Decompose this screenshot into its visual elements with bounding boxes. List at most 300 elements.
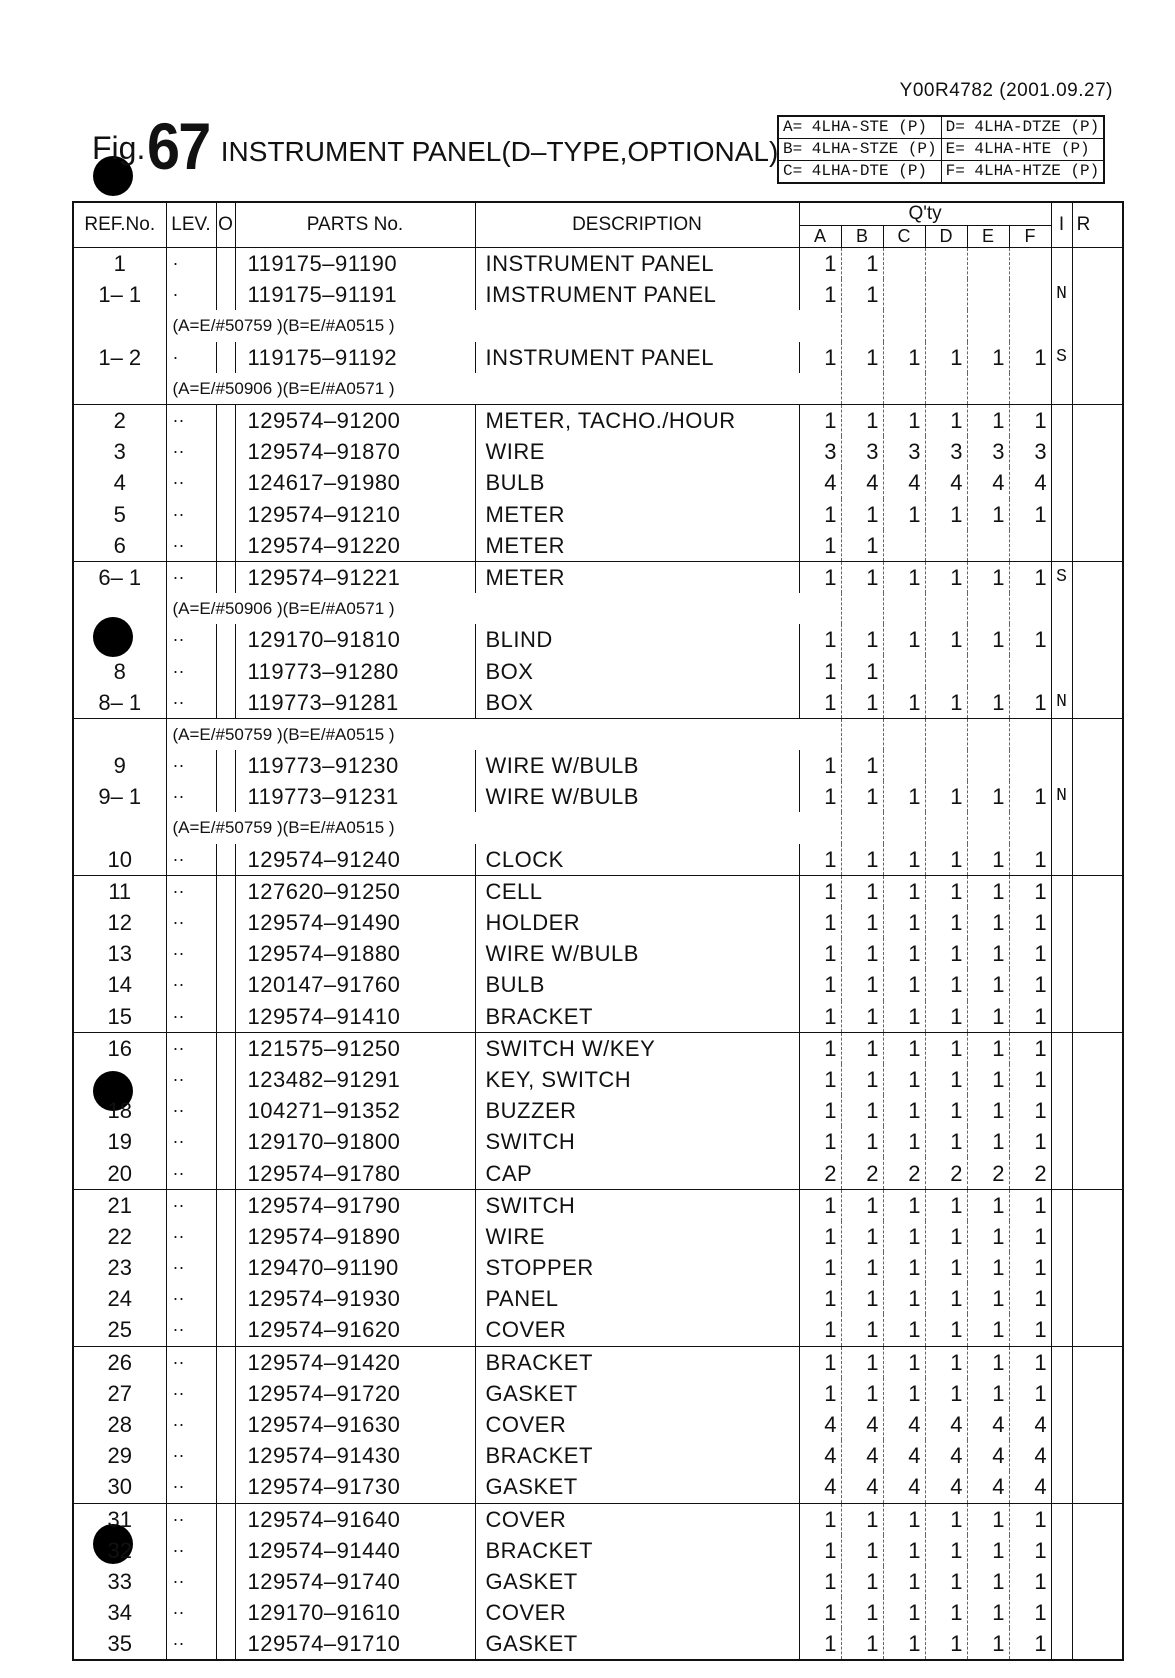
ref-no: 29 [73, 1440, 166, 1471]
qty-a: 1 [799, 1628, 841, 1660]
qty-f: 1 [1009, 1283, 1051, 1314]
r-cell [1072, 687, 1123, 719]
qty-c: 1 [883, 499, 925, 530]
r-cell [1072, 1126, 1123, 1157]
qty-e: 1 [967, 1221, 1009, 1252]
description: BOX [475, 687, 799, 719]
qty-f: 1 [1009, 1566, 1051, 1597]
qty-f: 4 [1009, 1471, 1051, 1503]
ref-cell [73, 593, 166, 624]
level: ·· [166, 1064, 216, 1095]
qty-c: 2 [883, 1157, 925, 1189]
r-cell [1072, 750, 1123, 781]
qty-b: 1 [841, 1566, 883, 1597]
qty-f: 3 [1009, 436, 1051, 467]
r-cell [1072, 1221, 1123, 1252]
qty-d: 1 [925, 1346, 967, 1378]
o-cell [216, 1064, 235, 1095]
table-row [73, 1032, 1123, 1064]
qty-d: 1 [925, 1597, 967, 1628]
qty-f: 1 [1009, 1597, 1051, 1628]
ref-no: 11 [73, 875, 166, 907]
table-row [73, 530, 1123, 562]
level: · [166, 279, 216, 310]
description: GASKET [475, 1566, 799, 1597]
qty-b: 1 [841, 750, 883, 781]
qty-a: 1 [799, 1126, 841, 1157]
part-number: 119175–91190 [235, 248, 475, 280]
qty-c: 1 [883, 1378, 925, 1409]
qty-d: 1 [925, 1252, 967, 1283]
qty-c: 1 [883, 561, 925, 593]
level: ·· [166, 1283, 216, 1314]
qty-e: 1 [967, 781, 1009, 812]
qty-e [967, 655, 1009, 686]
table-row [73, 1409, 1123, 1440]
part-number: 129574–91780 [235, 1157, 475, 1189]
qty-c: 4 [883, 1471, 925, 1503]
qty-d: 1 [925, 1378, 967, 1409]
interchange-code [1051, 969, 1072, 1000]
ref-no: 8 [73, 655, 166, 686]
qty-d: 1 [925, 404, 967, 436]
r-cell [1072, 781, 1123, 812]
parts-table-body [73, 248, 1123, 1661]
level: ·· [166, 938, 216, 969]
qty-b: 1 [841, 1189, 883, 1221]
qty-b: 1 [841, 907, 883, 938]
qty-c [883, 279, 925, 310]
r-cell [1072, 1314, 1123, 1346]
part-number: 129574–91440 [235, 1535, 475, 1566]
r-cell [1072, 1440, 1123, 1471]
qty-e: 4 [967, 1409, 1009, 1440]
table-row [73, 499, 1123, 530]
interchange-code [1051, 1283, 1072, 1314]
r-cell [1072, 1252, 1123, 1283]
qty-f: 1 [1009, 969, 1051, 1000]
qty-a: 1 [799, 655, 841, 686]
qty-d: 4 [925, 1409, 967, 1440]
serial-note: (A=E/#50906 )(B=E/#A0571 ) [172, 378, 395, 398]
qty-a: 4 [799, 1471, 841, 1503]
qty-e: 1 [967, 907, 1009, 938]
description: WIRE [475, 1221, 799, 1252]
level: ·· [166, 1157, 216, 1189]
ref-no: 22 [73, 1221, 166, 1252]
qty-c: 1 [883, 1283, 925, 1314]
qty-e: 3 [967, 436, 1009, 467]
table-row [73, 1346, 1123, 1378]
qty-a: 1 [799, 1001, 841, 1033]
qty-d [925, 750, 967, 781]
table-row [73, 467, 1123, 498]
level: ·· [166, 1440, 216, 1471]
qty-b: 1 [841, 781, 883, 812]
qty-d: 1 [925, 844, 967, 876]
ref-no: 24 [73, 1283, 166, 1314]
table-row [73, 1095, 1123, 1126]
qty-d: 2 [925, 1157, 967, 1189]
part-number: 129574–91880 [235, 938, 475, 969]
qty-e: 4 [967, 1440, 1009, 1471]
qty-c [883, 530, 925, 562]
qty-e: 1 [967, 875, 1009, 907]
level: ·· [166, 750, 216, 781]
description: BRACKET [475, 1535, 799, 1566]
table-row [73, 1314, 1123, 1346]
part-number: 129574–91620 [235, 1314, 475, 1346]
description: BRACKET [475, 1346, 799, 1378]
qty-b: 1 [841, 1378, 883, 1409]
interchange-code: S [1051, 561, 1072, 593]
interchange-code [1051, 1032, 1072, 1064]
qty-d: 1 [925, 1628, 967, 1660]
note-row [73, 593, 1123, 624]
table-row [73, 561, 1123, 593]
r-cell [1072, 624, 1123, 655]
qty-b: 1 [841, 248, 883, 280]
description: WIRE W/BULB [475, 750, 799, 781]
qty-a: 1 [799, 624, 841, 655]
qty-d: 1 [925, 1535, 967, 1566]
level: · [166, 248, 216, 280]
qty-a: 1 [799, 687, 841, 719]
qty-f: 1 [1009, 1064, 1051, 1095]
level: ·· [166, 655, 216, 686]
qty-f [1009, 655, 1051, 686]
table-row [73, 1283, 1123, 1314]
table-row [73, 1126, 1123, 1157]
r-cell [1072, 1157, 1123, 1189]
table-row [73, 875, 1123, 907]
table-row [73, 624, 1123, 655]
description: IMSTRUMENT PANEL [475, 279, 799, 310]
qty-e: 1 [967, 1126, 1009, 1157]
description: COVER [475, 1503, 799, 1535]
part-number: 129574–91710 [235, 1628, 475, 1660]
description: HOLDER [475, 907, 799, 938]
o-cell [216, 969, 235, 1000]
o-cell [216, 624, 235, 655]
qty-a: 1 [799, 1314, 841, 1346]
part-number: 129170–91810 [235, 624, 475, 655]
o-cell [216, 1283, 235, 1314]
qty-b: 1 [841, 687, 883, 719]
column-header-description: DESCRIPTION [475, 202, 799, 248]
description: KEY, SWITCH [475, 1064, 799, 1095]
part-number: 129574–91730 [235, 1471, 475, 1503]
o-cell [216, 875, 235, 907]
qty-d: 1 [925, 938, 967, 969]
qty-e [967, 530, 1009, 562]
level: ·· [166, 875, 216, 907]
qty-b: 1 [841, 1001, 883, 1033]
part-number: 124617–91980 [235, 467, 475, 498]
table-row [73, 248, 1123, 280]
column-header-lev: LEV. [166, 202, 216, 248]
qty-f: 4 [1009, 467, 1051, 498]
table-row [73, 436, 1123, 467]
ref-no: 31 [73, 1503, 166, 1535]
interchange-code [1051, 1221, 1072, 1252]
ref-no: 19 [73, 1126, 166, 1157]
column-header-ref: REF.No. [73, 202, 166, 248]
qty-e: 1 [967, 1095, 1009, 1126]
part-number: 129574–91420 [235, 1346, 475, 1378]
table-row [73, 1628, 1123, 1660]
qty-e: 1 [967, 1378, 1009, 1409]
o-cell [216, 1189, 235, 1221]
interchange-code [1051, 1471, 1072, 1503]
column-header-qty-e: E [967, 226, 1009, 248]
table-row [73, 1597, 1123, 1628]
qty-c: 1 [883, 907, 925, 938]
interchange-code: N [1051, 279, 1072, 310]
o-cell [216, 1221, 235, 1252]
qty-a: 1 [799, 1189, 841, 1221]
interchange-code [1051, 436, 1072, 467]
interchange-code [1051, 1095, 1072, 1126]
column-header-i: I [1051, 202, 1072, 248]
qty-c [883, 248, 925, 280]
part-number: 129574–91930 [235, 1283, 475, 1314]
qty-f: 1 [1009, 938, 1051, 969]
interchange-code [1051, 1628, 1072, 1660]
model-legend-cell: C= 4LHA-DTE (P) [778, 161, 941, 184]
ref-no: 20 [73, 1157, 166, 1189]
level: ·· [166, 561, 216, 593]
part-number: 119175–91191 [235, 279, 475, 310]
table-row [73, 279, 1123, 310]
qty-a: 1 [799, 1535, 841, 1566]
ref-no: 26 [73, 1346, 166, 1378]
qty-d: 4 [925, 467, 967, 498]
interchange-code [1051, 1597, 1072, 1628]
qty-d: 1 [925, 342, 967, 373]
ref-no: 8– 1 [73, 687, 166, 719]
o-cell [216, 1032, 235, 1064]
ref-cell [73, 812, 166, 843]
r-cell [1072, 875, 1123, 907]
ref-no: 5 [73, 499, 166, 530]
ref-no: 1 [73, 248, 166, 280]
qty-f: 1 [1009, 844, 1051, 876]
model-legend-cell: F= 4LHA-HTZE (P) [941, 161, 1104, 184]
column-header-qty-f: F [1009, 226, 1051, 248]
qty-f: 1 [1009, 1314, 1051, 1346]
ref-no: 34 [73, 1597, 166, 1628]
table-row [73, 687, 1123, 719]
table-row [73, 1566, 1123, 1597]
r-cell [1072, 1095, 1123, 1126]
o-cell [216, 938, 235, 969]
table-row [73, 1535, 1123, 1566]
part-number: 129574–91740 [235, 1566, 475, 1597]
description: INSTRUMENT PANEL [475, 248, 799, 280]
qty-c: 1 [883, 1597, 925, 1628]
qty-b: 1 [841, 844, 883, 876]
description: GASKET [475, 1378, 799, 1409]
qty-f: 2 [1009, 1157, 1051, 1189]
r-cell [1072, 1032, 1123, 1064]
qty-f: 1 [1009, 1346, 1051, 1378]
ref-no: 16 [73, 1032, 166, 1064]
qty-c: 1 [883, 1064, 925, 1095]
r-cell [1072, 499, 1123, 530]
part-number: 129574–91790 [235, 1189, 475, 1221]
level: ·· [166, 1628, 216, 1660]
level: ·· [166, 844, 216, 876]
qty-a: 1 [799, 404, 841, 436]
ref-no [73, 624, 166, 655]
table-row [73, 1157, 1123, 1189]
r-cell [1072, 907, 1123, 938]
table-row [73, 1001, 1123, 1033]
qty-f [1009, 530, 1051, 562]
column-header-qty-b: B [841, 226, 883, 248]
level: ·· [166, 404, 216, 436]
qty-c: 1 [883, 1628, 925, 1660]
ref-no: 13 [73, 938, 166, 969]
qty-b: 1 [841, 1535, 883, 1566]
qty-e: 2 [967, 1157, 1009, 1189]
part-number: 119773–91230 [235, 750, 475, 781]
qty-f: 1 [1009, 687, 1051, 719]
qty-e [967, 750, 1009, 781]
qty-a: 1 [799, 969, 841, 1000]
table-row [73, 1252, 1123, 1283]
qty-e: 4 [967, 467, 1009, 498]
o-cell [216, 248, 235, 280]
description: SWITCH [475, 1189, 799, 1221]
description: WIRE W/BULB [475, 938, 799, 969]
qty-d: 1 [925, 1064, 967, 1095]
level: ·· [166, 499, 216, 530]
level: ·· [166, 1503, 216, 1535]
qty-c: 1 [883, 1252, 925, 1283]
figure-title: INSTRUMENT PANEL(D–TYPE,OPTIONAL) [220, 136, 779, 168]
qty-c: 1 [883, 1566, 925, 1597]
qty-f: 1 [1009, 624, 1051, 655]
description: STOPPER [475, 1252, 799, 1283]
level: ·· [166, 781, 216, 812]
part-number: 129574–91890 [235, 1221, 475, 1252]
part-number: 129574–91240 [235, 844, 475, 876]
qty-b: 1 [841, 624, 883, 655]
description: METER [475, 499, 799, 530]
table-row [73, 938, 1123, 969]
qty-b: 1 [841, 1064, 883, 1095]
qty-c: 1 [883, 969, 925, 1000]
level: ·· [166, 530, 216, 562]
r-cell [1072, 1346, 1123, 1378]
level: ·· [166, 1409, 216, 1440]
part-number: 129574–91640 [235, 1503, 475, 1535]
interchange-code [1051, 624, 1072, 655]
level: ·· [166, 1471, 216, 1503]
qty-b: 2 [841, 1157, 883, 1189]
qty-f: 1 [1009, 1095, 1051, 1126]
part-number: 129574–91870 [235, 436, 475, 467]
o-cell [216, 844, 235, 876]
interchange-code [1051, 844, 1072, 876]
description: BRACKET [475, 1440, 799, 1471]
qty-c: 1 [883, 1221, 925, 1252]
qty-e: 1 [967, 1535, 1009, 1566]
r-cell [1072, 1503, 1123, 1535]
qty-b: 1 [841, 1221, 883, 1252]
r-cell [1072, 1064, 1123, 1095]
ref-no: 9 [73, 750, 166, 781]
ref-no: 27 [73, 1378, 166, 1409]
part-number: 129574–91210 [235, 499, 475, 530]
interchange-code [1051, 467, 1072, 498]
ref-no: 14 [73, 969, 166, 1000]
part-number: 119773–91281 [235, 687, 475, 719]
description: METER [475, 530, 799, 562]
o-cell [216, 342, 235, 373]
model-legend [777, 115, 1105, 184]
qty-b: 1 [841, 561, 883, 593]
description: METER, TACHO./HOUR [475, 404, 799, 436]
qty-b: 1 [841, 342, 883, 373]
qty-f: 4 [1009, 1440, 1051, 1471]
qty-f: 1 [1009, 1126, 1051, 1157]
qty-c: 1 [883, 1314, 925, 1346]
description: INSTRUMENT PANEL [475, 342, 799, 373]
serial-note: (A=E/#50759 )(B=E/#A0515 ) [172, 316, 395, 336]
parts-table-header [73, 202, 1123, 248]
qty-a: 1 [799, 1221, 841, 1252]
qty-f: 1 [1009, 781, 1051, 812]
qty-b: 4 [841, 1440, 883, 1471]
r-cell [1072, 1378, 1123, 1409]
model-legend-cell: B= 4LHA-STZE (P) [778, 139, 941, 161]
qty-e: 1 [967, 1283, 1009, 1314]
qty-a: 1 [799, 875, 841, 907]
part-number: 104271–91352 [235, 1095, 475, 1126]
qty-d: 1 [925, 687, 967, 719]
qty-a: 1 [799, 1566, 841, 1597]
part-number: 129574–91630 [235, 1409, 475, 1440]
part-number: 129574–91720 [235, 1378, 475, 1409]
qty-e: 1 [967, 342, 1009, 373]
o-cell [216, 530, 235, 562]
qty-f: 1 [1009, 1628, 1051, 1660]
o-cell [216, 1471, 235, 1503]
qty-a: 1 [799, 1252, 841, 1283]
qty-d [925, 248, 967, 280]
r-cell [1072, 844, 1123, 876]
qty-b: 1 [841, 1628, 883, 1660]
column-header-qty-d: D [925, 226, 967, 248]
o-cell [216, 655, 235, 686]
column-header-qty-a: A [799, 226, 841, 248]
qty-f: 4 [1009, 1409, 1051, 1440]
qty-c: 1 [883, 1032, 925, 1064]
qty-a: 1 [799, 781, 841, 812]
r-cell [1072, 467, 1123, 498]
level: ·· [166, 1378, 216, 1409]
ref-no: 2 [73, 404, 166, 436]
ref-no: 23 [73, 1252, 166, 1283]
qty-a: 1 [799, 499, 841, 530]
o-cell [216, 1378, 235, 1409]
qty-e: 1 [967, 1597, 1009, 1628]
part-number: 129170–91800 [235, 1126, 475, 1157]
qty-d [925, 655, 967, 686]
